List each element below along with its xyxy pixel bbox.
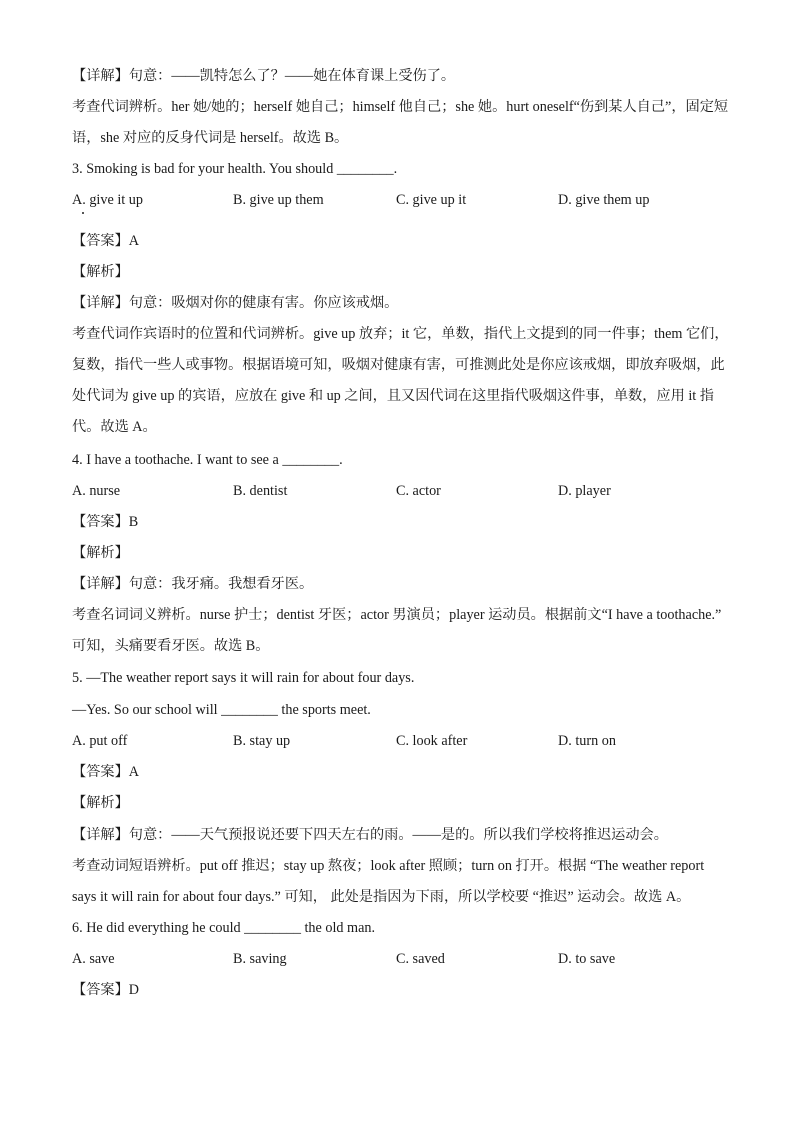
option-b: B. saving — [233, 951, 287, 967]
analysis-label: 【解析】 — [72, 264, 129, 280]
explanation-line: 考查名词词义辨析。nurse 护士；dentist 牙医；actor 男演员；player 运动员。根据前文“I have a toothache.” — [72, 607, 722, 623]
dot-mark — [82, 212, 84, 214]
explanation-line: 考查动词短语辨析。put off 推迟；stay up 熬夜；look after 照顾；turn on 打开。根据 “The weather report — [72, 858, 705, 874]
option-c: C. give up it — [396, 192, 467, 208]
explanation-line: 代。故选 A。 — [72, 419, 157, 435]
option-b: B. give up them — [233, 192, 324, 208]
option-b: B. stay up — [233, 733, 291, 749]
option-a: A. nurse — [72, 483, 121, 499]
question-4: 4. I have a toothache. I want to see a ________. — [72, 452, 343, 468]
answer-label: 【答案】A — [72, 233, 139, 249]
question-3: 3. Smoking is bad for your health. You should ________. — [72, 161, 398, 177]
option-a: A. put off — [72, 733, 128, 749]
answer-label: 【答案】B — [72, 514, 139, 530]
explanation-line: 【详解】句意：——凯特怎么了？——她在体育课上受伤了。 — [72, 68, 456, 84]
option-b: B. dentist — [233, 483, 288, 499]
explanation-line: 【详解】句意：——天气预报说还要下四天左右的雨。——是的。所以我们学校将推迟运动会。 — [72, 827, 668, 843]
option-d: D. to save — [558, 951, 616, 967]
explanation-line: 考查代词作宾语时的位置和代词辨析。give up 放弃；it 它，单数，指代上文提到的同一件事；them 它们， — [72, 326, 729, 342]
question-5-reply: —Yes. So our school will ________ the sports meet. — [72, 702, 371, 718]
option-c: C. look after — [396, 733, 468, 749]
analysis-label: 【解析】 — [72, 795, 129, 811]
question-5: 5. —The weather report says it will rain for about four days. — [72, 670, 415, 686]
analysis-label: 【解析】 — [72, 545, 129, 561]
option-a: A. save — [72, 951, 115, 967]
explanation-line: 可知，头痛要看牙医。故选 B。 — [72, 638, 270, 654]
explanation-line: 处代词为 give up 的宾语，应放在 give 和 up 之间，且又因代词在这里指代吸烟这件事，单数，应用 it 指 — [72, 388, 714, 404]
explanation-line: 【详解】句意：我牙痛。我想看牙医。 — [72, 576, 314, 592]
answer-label: 【答案】A — [72, 764, 139, 780]
explanation-line: 【详解】句意：吸烟对你的健康有害。你应该戒烟。 — [72, 295, 399, 311]
option-d: D. player — [558, 483, 611, 499]
answer-label: 【答案】D — [72, 982, 139, 998]
explanation-line: 考查代词辨析。her 她/她的；herself 她自己；himself 他自己；she 她。hurt oneself“伤到某人自己”，固定短 — [72, 99, 729, 115]
option-a: A. give it up — [72, 192, 143, 208]
option-d: D. give them up — [558, 192, 650, 208]
option-c: C. actor — [396, 483, 441, 499]
explanation-line: 语，she 对应的反身代词是 herself。故选 B。 — [72, 130, 349, 146]
option-c: C. saved — [396, 951, 445, 967]
explanation-line: says it will rain for about four days.” 可知， 此处是指因为下雨，所以学校要 “推迟” 运动会。故选 A。 — [72, 889, 691, 905]
question-6: 6. He did everything he could ________ the old man. — [72, 920, 376, 936]
explanation-line: 复数，指代一些人或事物。根据语境可知，吸烟对健康有害，可推测此处是你应该戒烟，即放弃吸烟，此 — [72, 357, 725, 373]
option-d: D. turn on — [558, 733, 616, 749]
